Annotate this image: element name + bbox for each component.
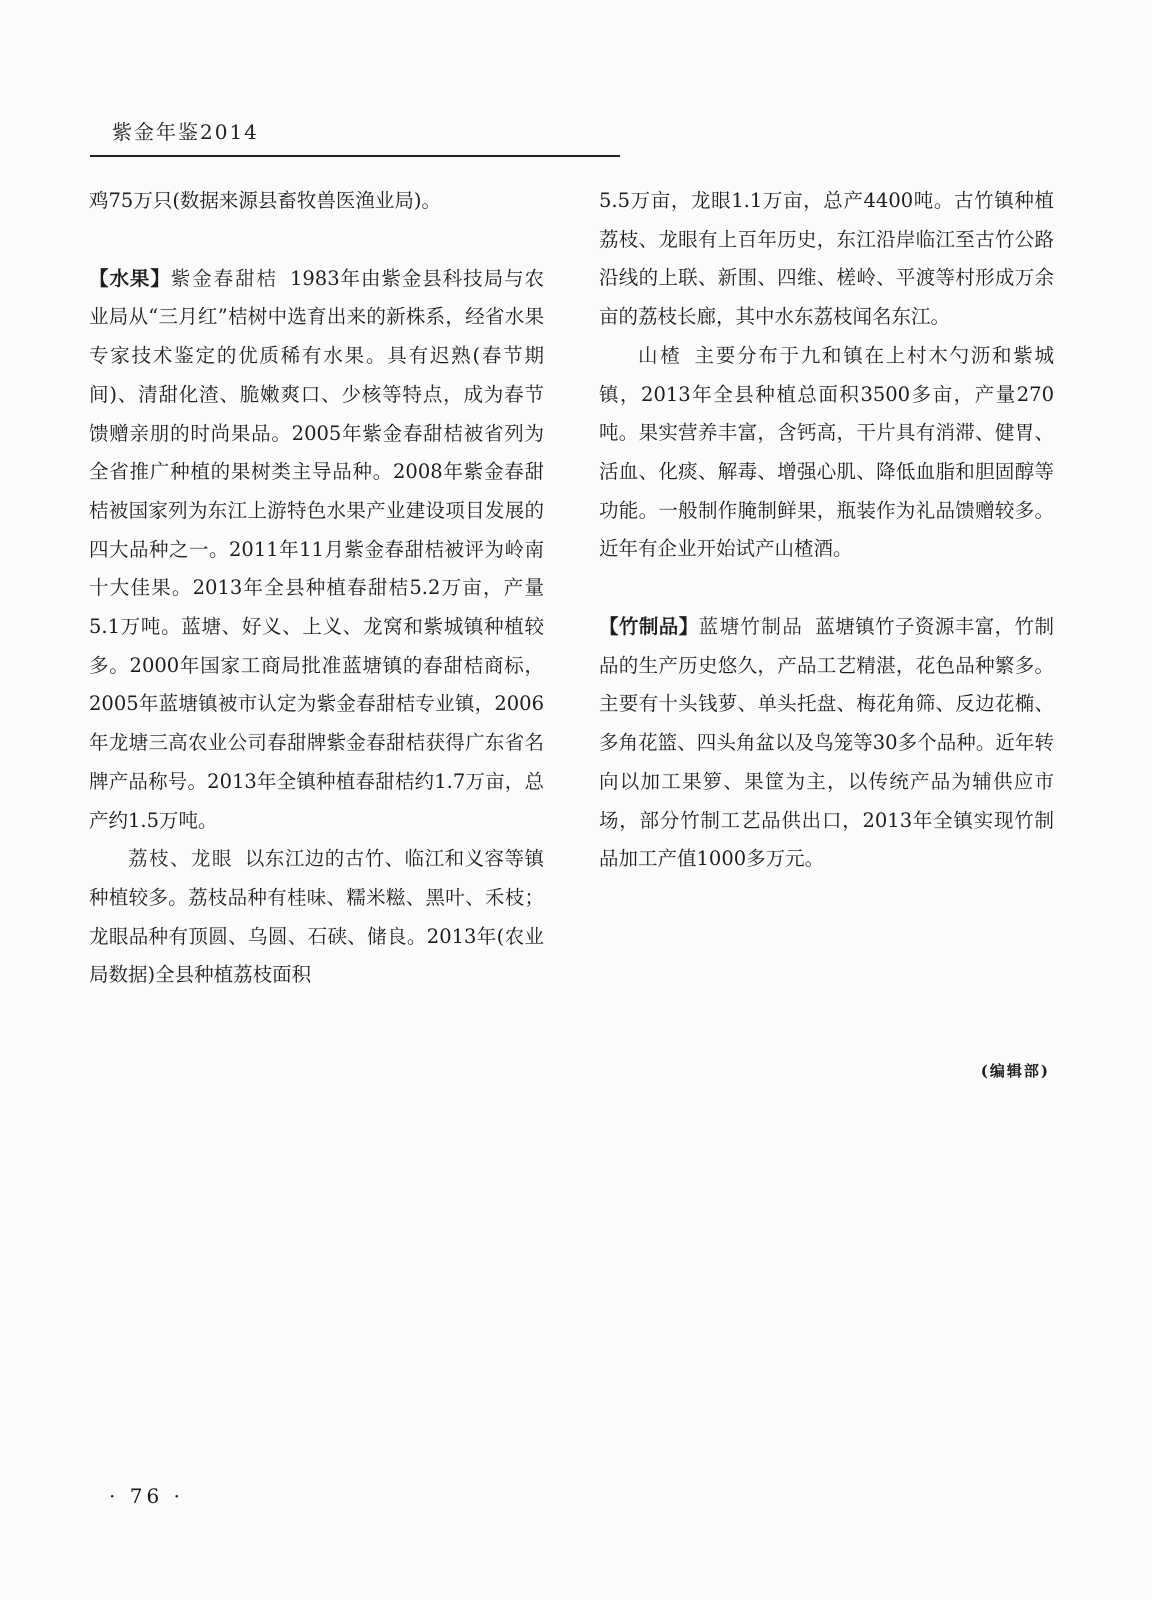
subheading-bamboo: 蓝塘竹制品: [698, 615, 804, 639]
left-column: [89, 182, 544, 995]
section-heading-bamboo: 【竹制品】: [599, 615, 699, 639]
fruit-text: 1983年由紫金县科技局与农业局从“三月红”桔树中选育出来的新株系，经省水果专家技术鉴定的优质稀有水果。具有迟熟(春节期间)、清甜化渣、脆嫩爽口、少核等特点，成为春节馈赠亲朋的时尚果品。2005年紫金春甜桔被省列为全省推广种植的果树类主导品种。2008年紫金春甜桔被国家列为东江上游特色水果产业建设项目发展的四大品种之一。2011年11月紫金春甜桔被评为岭南十大佳果。2013年全县种植春甜桔5.2万亩，产量5.1万吨。蓝塘、好义、上义、龙窝和紫城镇种植较多。2000年国家工商局批准蓝塘镇的春甜桔商标，2005年蓝塘镇被市认定为紫金春甜桔专业镇，2006年龙塘三高农业公司春甜牌紫金春甜桔获得广东省名牌产品称号。2013年全镇种植春甜桔约1.7万亩，总产约1.5万吨。: [89, 266, 544, 832]
right-column: [599, 182, 1054, 879]
subheading-lychee: 荔枝、龙眼: [128, 847, 233, 871]
continuation-paragraph: 鸡75万只(数据来源县畜牧兽医渔业局)。: [89, 189, 442, 212]
page-number: · 76 ·: [109, 1484, 184, 1508]
section-heading-fruit: 【水果】: [89, 266, 171, 290]
editor-credit: (编辑部): [980, 1062, 1050, 1080]
subheading-hawthorn: 山楂: [638, 343, 683, 367]
bamboo-text: 蓝塘镇竹子资源丰富，竹制品的生产历史悠久，产品工艺精湛，花色品种繁多。主要有十头钱萝、单头托盘、梅花角筛、反边花椭、多角花篮、四头角盆以及鸟笼等30多个品种。近年转向以加工果箩、果筐为主，以传统产品为辅供应市场，部分竹制工艺品供出口，2013年全镇实现竹制品加工产值1000多万元。: [599, 615, 1054, 871]
lychee-paragraph: [89, 840, 544, 995]
running-header: 紫金年鉴2014: [112, 120, 259, 144]
subheading-chunjin: 紫金春甜桔: [170, 266, 278, 290]
lychee-text: 以东江边的古竹、临江和义容等镇种植较多。荔枝品种有桂味、糯米糍、黑叶、禾枝；龙眼品种有顶圆、乌圆、石硖、储良。2013年(农业局数据)全县种植荔枝面积: [89, 847, 544, 987]
hawthorn-text: 主要分布于九和镇在上村木勺沥和紫城镇，2013年全县种植总面积3500多亩，产量270吨。果实营养丰富，含钙高，干片具有消滞、健胃、活血、化痰、解毒、增强心肌、降低血脂和胆固醇等功能。一般制作腌制鲜果，瓶装作为礼品馈赠较多。近年有企业开始试产山楂酒。: [599, 343, 1054, 561]
bamboo-paragraph: [599, 608, 1054, 879]
header-rule: [90, 155, 620, 157]
fruit-paragraph: [89, 260, 544, 841]
lychee-continued-paragraph: 5.5万亩，龙眼1.1万亩，总产4400吨。古竹镇种植荔枝、龙眼有上百年历史，东江沿岸临江至古竹公路沿线的上联、新围、四维、槎岭、平渡等村形成万余亩的荔枝长廊，其中水东荔枝闻名东江。: [599, 189, 1054, 329]
hawthorn-paragraph: [599, 337, 1054, 569]
